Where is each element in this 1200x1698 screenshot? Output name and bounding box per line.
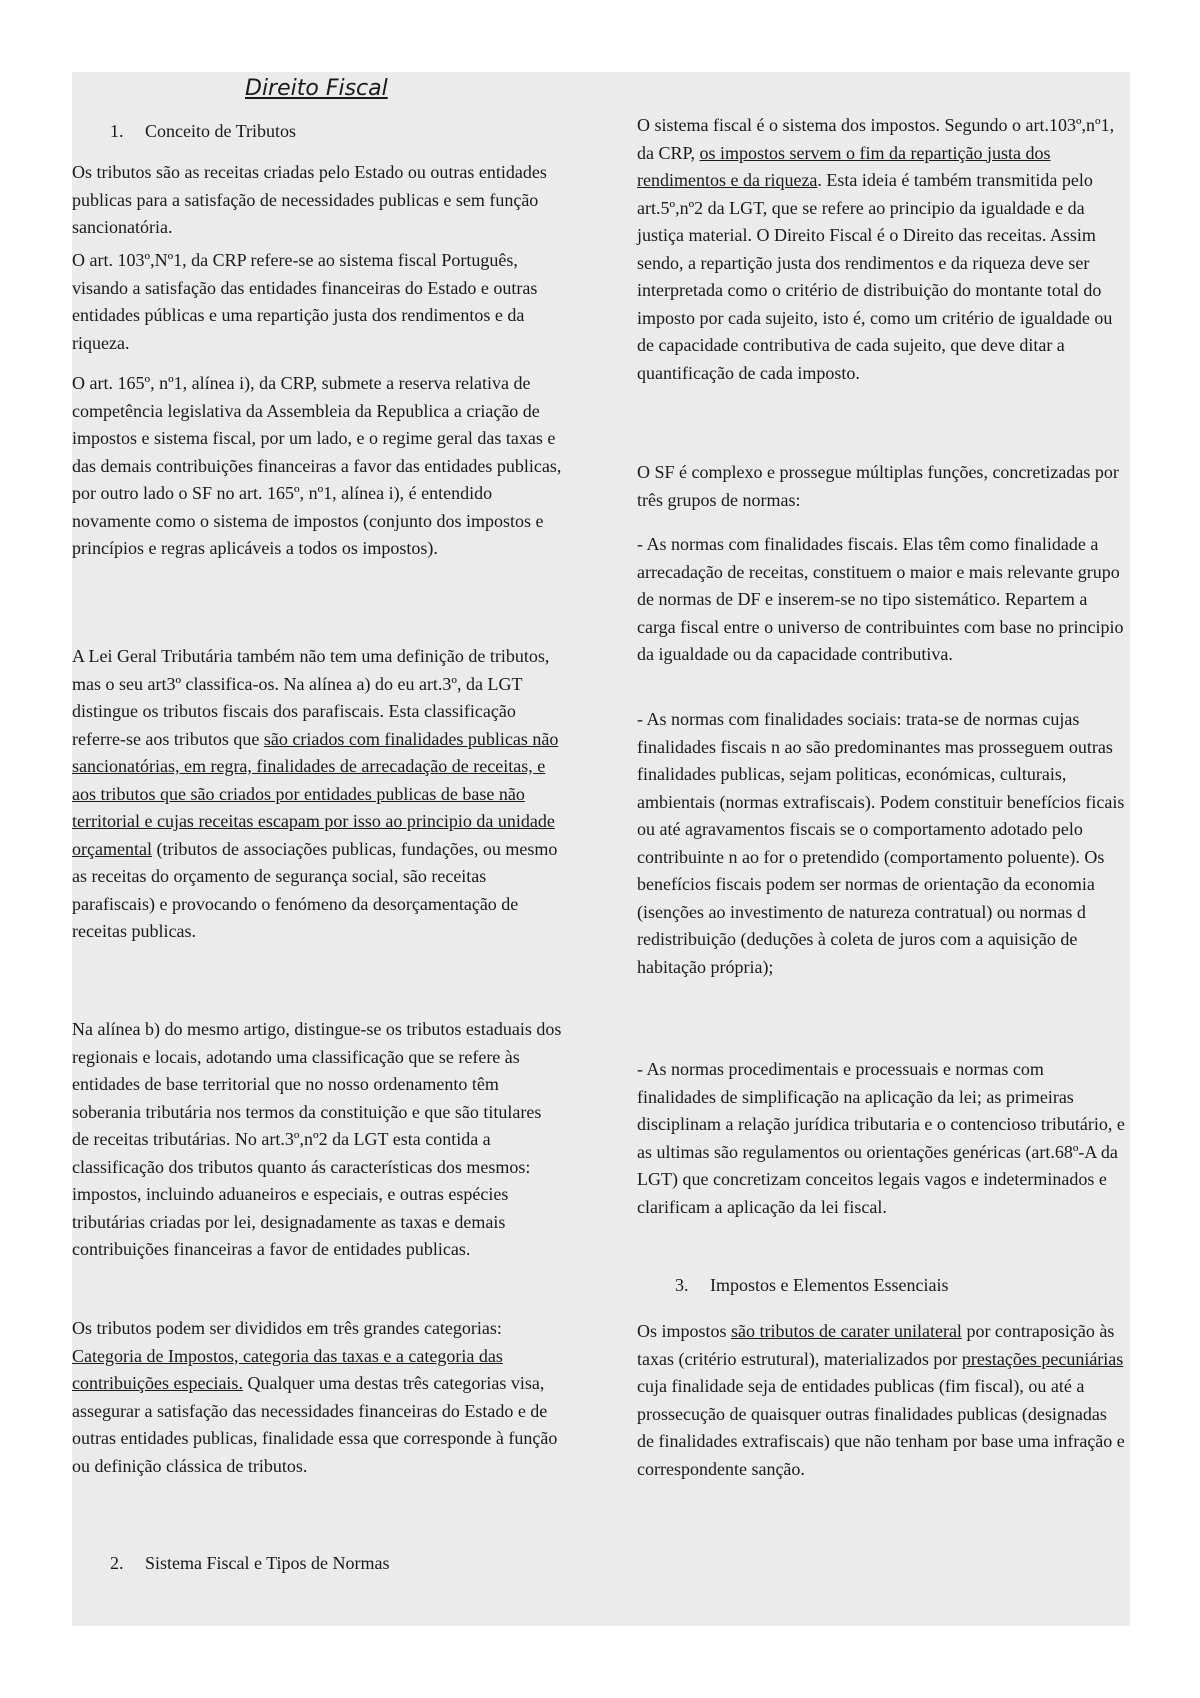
section-2-number: 2. <box>110 1553 124 1573</box>
left-paragraph-6 <box>72 1315 562 1480</box>
right-paragraph-6-underlined-1: são tributos de carater unilateral <box>731 1321 962 1341</box>
right-paragraph-3: - As normas com finalidades fiscais. Elas têm como finalidade a arrecadação de receitas, constituem o maior e mais relevante grupo de normas de DF e inserem-se no tipo sistemático. Repartem a carga fiscal entre o universo de contribuintes com base no principio da igualdade ou da capacidade contributiva. <box>637 534 1124 664</box>
left-paragraph-5: Na alínea b) do mesmo artigo, distingue-se os tributos estaduais dos regionais e locais, adotando uma classificação que se refere às entidades de base territorial que no nosso ordenamento têm soberania tributária nos termos da constituição e que são titulares de receitas tributárias. No art.3º,nº2 da LGT esta contida a classificação dos tributos quanto ás características dos mesmos: impostos, incluindo aduaneiros e especiais, e outras espécies tributárias criadas por lei, designadamente as taxas e demais contribuições financeiras a favor de entidades publicas. <box>72 1019 562 1259</box>
right-paragraph-6-end: cuja finalidade seja de entidades publicas (fim fiscal), ou até a prossecução de quaisquer outras finalidades publicas (designadas de finalidades extrafiscais) que não tenham por base uma infração e correspondente sanção. <box>637 1376 1125 1479</box>
right-paragraph-1-underlined: os impostos servem o fim da repartição justa dos rendimentos e da riqueza <box>637 142 1051 190</box>
section-3-number: 3. <box>675 1275 689 1295</box>
left-paragraph-6-end: Qualquer uma destas três categorias visa, assegurar a satisfação das necessidades financeiras do Estado e de outras entidades publicas, finalidade essa que corresponde à função ou definição clássica de tributos. <box>72 1373 558 1476</box>
left-paragraph-6-start: Os tributos podem ser divididos em três grandes categorias: <box>72 1318 502 1338</box>
right-paragraph-2: O SF é complexo e prossegue múltiplas funções, concretizadas por três grupos de normas: <box>637 462 1119 510</box>
section-3-heading <box>675 1275 948 1296</box>
right-paragraph-4: - As normas com finalidades sociais: trata-se de normas cujas finalidades fiscais n ao são predominantes mas prosseguem outras finalidades publicas, sejam politicas, económicas, culturais, ambientais (normas extrafiscais). Podem constituir benefícios ficais ou até agravamentos fiscais se o comportamento adotado pelo contribuinte n ao for o pretendido (comportamento poluente). Os benefícios fiscais podem ser normas de orientação da economia (isenções ao investimento de natureza contratual) ou normas d redistribuição (deduções à coleta de juros com a aquisição de habitação própria); <box>637 709 1125 977</box>
left-paragraph-4-end: (tributos de associações publicas, fundações, ou mesmo as receitas do orçamento de segurança social, são receitas parafiscais) e provocando o fenómeno da desorçamentação de receitas publicas. <box>72 838 558 941</box>
right-paragraph-1 <box>637 112 1127 387</box>
left-paragraph-2: O art. 103º,Nº1, da CRP refere-se ao sistema fiscal Português, visando a satisfação das entidades financeiras do Estado e outras entidades públicas e uma repartição justa dos rendimentos e da riqueza. <box>72 250 538 353</box>
left-paragraph-4-start: A Lei Geral Tributária também não tem uma definição de tributos, mas o seu art3º classifica-os. Na alínea a) do eu art.3º, da LGT distingue os tributos fiscais dos parafiscais. Esta classificação referre-se aos tributos que <box>72 646 550 749</box>
right-paragraph-1-start: O sistema fiscal é o sistema dos impostos. Segundo o art.103º,nº1, da CRP, <box>637 115 1115 163</box>
right-paragraph-5: - As normas procedimentais e processuais e normas com finalidades de simplificação na aplicação da lei; as primeiras disciplinam a relação jurídica tributaria e o contencioso tributário, e as ultimas são regulamentos ou orientações genéricas (art.68º-A da LGT) que concretizam conceitos legais vagos e indeterminados e clarificam a aplicação da lei fiscal. <box>637 1059 1125 1217</box>
right-paragraph-6 <box>637 1318 1127 1483</box>
section-3-title: Impostos e Elementos Essenciais <box>710 1275 949 1295</box>
section-2-title: Sistema Fiscal e Tipos de Normas <box>145 1553 390 1573</box>
left-paragraph-3: O art. 165º, nº1, alínea i), da CRP, submete a reserva relativa de competência legislativa da Assembleia da Republica a criação de impostos e sistema fiscal, por um lado, e o regime geral das taxas e das demais contribuições financeiras a favor das entidades publicas, por outro lado o SF no art. 165º, nº1, alínea i), é entendido novamente como o sistema de impostos (conjunto dos impostos e princípios e regras aplicáveis a todos os impostos). <box>72 373 562 558</box>
left-paragraph-4 <box>72 643 562 946</box>
section-1-heading <box>110 121 296 142</box>
right-paragraph-6-start: Os impostos <box>637 1321 732 1341</box>
right-paragraph-6-middle: por contraposição às taxas (critério estrutural), materializados por <box>637 1321 1115 1369</box>
right-paragraph-1-end: . Esta ideia é também transmitida pelo art.5º,nº2 da LGT, que se refere ao principio da igualdade e da justiça material. O Direito Fiscal é o Direito das receitas. Assim sendo, a repartição justa dos rendimentos e da riqueza deve ser interpretada como o critério de distribuição do montante total do imposto por cada sujeito, isto é, como um critério de igualdade ou de capacidade contributiva de cada sujeito, que deve ditar a quantificação de cada imposto. <box>637 170 1113 383</box>
section-2-heading <box>110 1553 390 1574</box>
left-paragraph-1: Os tributos são as receitas criadas pelo Estado ou outras entidades publicas para a satisfação de necessidades publicas e sem função sancionatória. <box>72 162 547 237</box>
left-paragraph-6-underlined: Categoria de Impostos, categoria das taxas e a categoria das contribuições especiais. <box>72 1345 503 1393</box>
section-1-title: Conceito de Tributos <box>145 121 297 141</box>
left-paragraph-4-underlined: são criados com finalidades publicas não sancionatórias, em regra, finalidades de arrecadação de receitas, e aos tributos que são criados por entidades publicas de base não territorial e cujas receitas escapam por isso ao principio da unidade orçamental <box>72 728 559 859</box>
document-title: Direito Fiscal <box>245 76 388 101</box>
document-page <box>72 72 1130 1626</box>
section-1-number: 1. <box>110 121 124 141</box>
right-paragraph-6-underlined-2: prestações pecuniárias <box>961 1348 1124 1369</box>
